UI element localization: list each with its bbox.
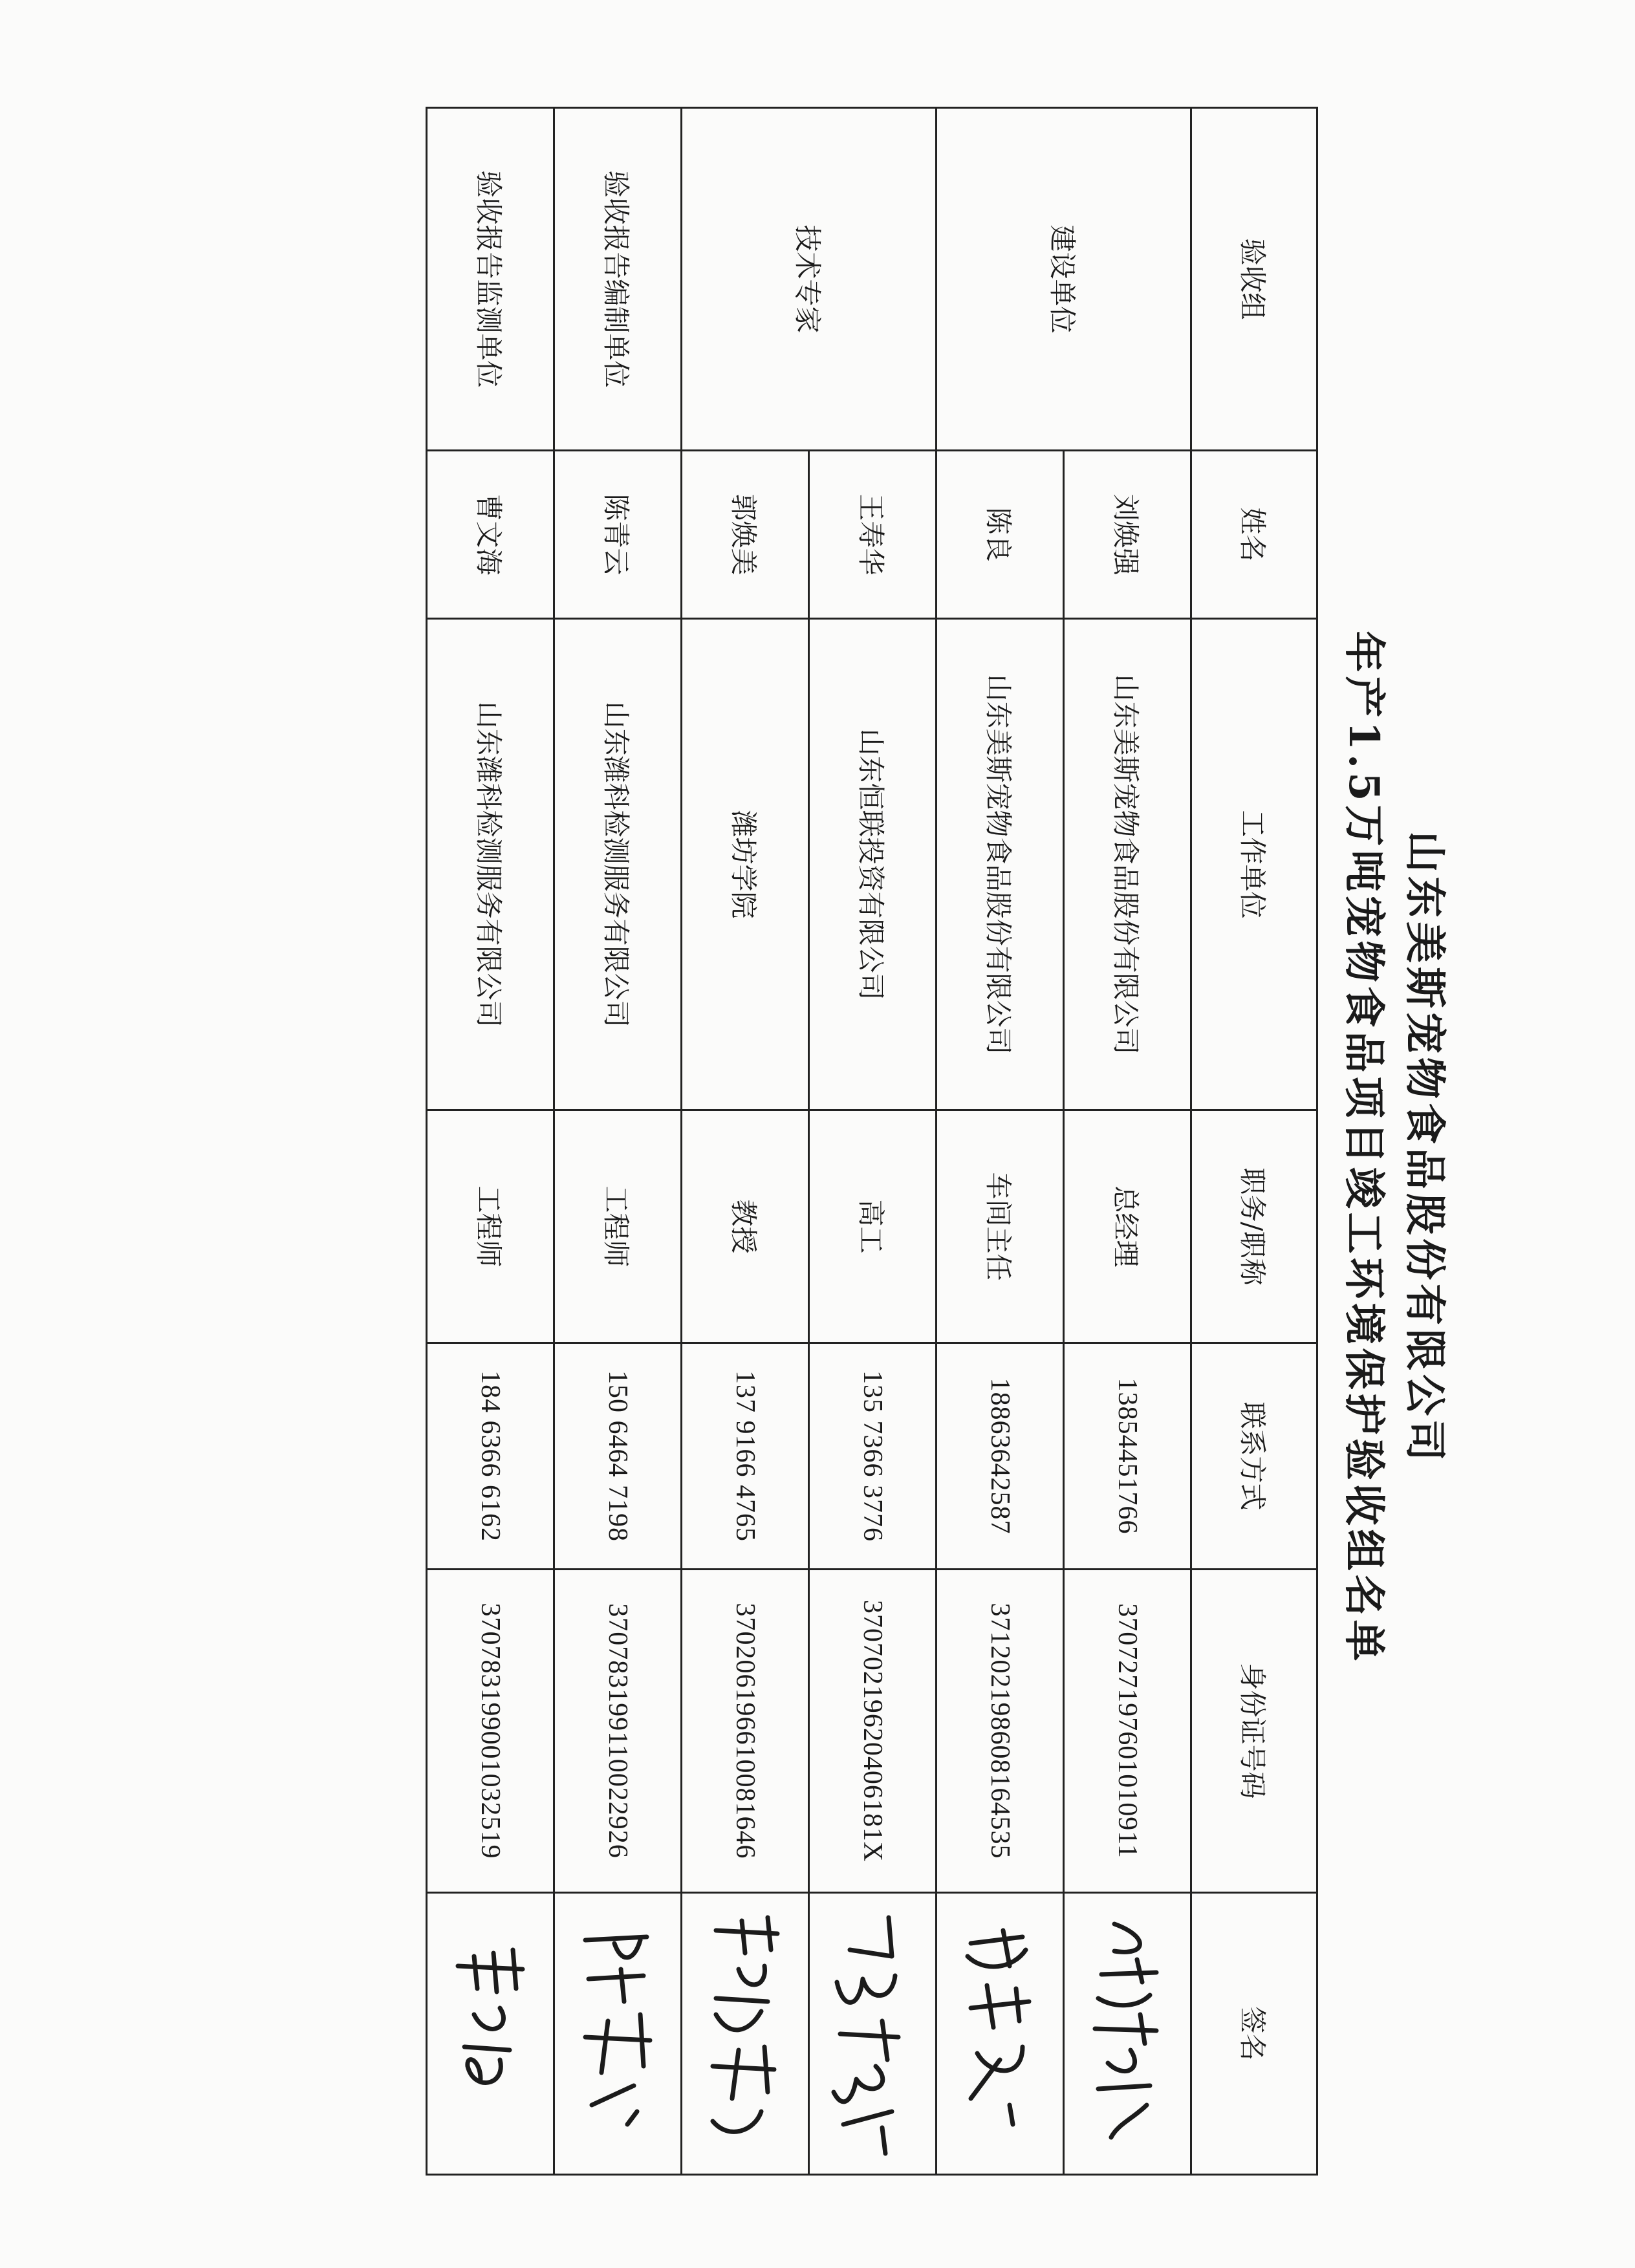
acceptance-team-table <box>426 107 1318 2176</box>
cell-unit: 山东美斯宠物食品股份有限公司 <box>937 619 1064 1110</box>
cell-phone: 13854451766 <box>1064 1343 1191 1570</box>
cell-name: 王寿华 <box>809 451 937 619</box>
cell-signature <box>554 1893 682 2175</box>
header-id-number: 身份证号码 <box>1191 1570 1317 1893</box>
cell-title: 工程师 <box>427 1110 554 1343</box>
cell-unit: 山东潍科检测服务有限公司 <box>427 619 554 1110</box>
signature-image <box>569 1917 666 2150</box>
header-unit: 工作单位 <box>1191 619 1317 1110</box>
table-row <box>427 108 554 2175</box>
cell-phone: 135 7366 3776 <box>809 1343 937 1570</box>
cell-title: 工程师 <box>554 1110 682 1343</box>
document-title-company: 山东美斯宠物食品股份有限公司 <box>1400 831 1449 1465</box>
cell-signature <box>809 1893 937 2175</box>
table-row <box>809 108 937 2175</box>
cell-signature <box>682 1893 809 2175</box>
header-group: 验收组 <box>1191 108 1317 451</box>
signature-image <box>824 1905 921 2163</box>
cell-title: 车间主任 <box>937 1110 1064 1343</box>
table-row <box>554 108 682 2175</box>
cell-unit: 山东恒联投资有限公司 <box>809 619 937 1110</box>
cell-name: 陈良 <box>937 451 1064 619</box>
cell-phone: 184 6366 6162 <box>427 1343 554 1570</box>
signature-image <box>1079 1911 1176 2157</box>
signature-image <box>697 1905 794 2163</box>
signature-image <box>442 1930 539 2137</box>
cell-unit: 山东美斯宠物食品股份有限公司 <box>1064 619 1191 1110</box>
cell-name: 陈青云 <box>554 451 682 619</box>
header-title: 职务/职称 <box>1191 1110 1317 1343</box>
signature-image <box>951 1911 1048 2157</box>
cell-signature <box>1064 1893 1191 2175</box>
header-phone: 联系方式 <box>1191 1343 1317 1570</box>
group-report-preparer: 验收报告编制单位 <box>554 108 682 451</box>
cell-title: 总经理 <box>1064 1110 1191 1343</box>
header-signature: 签名 <box>1191 1893 1317 2175</box>
cell-id-number: 370206196610081646 <box>682 1570 809 1893</box>
cell-phone: 137 9166 4765 <box>682 1343 809 1570</box>
group-technical-experts: 技术专家 <box>682 108 937 451</box>
cell-title: 教授 <box>682 1110 809 1343</box>
cell-id-number: 370783199001032519 <box>427 1570 554 1893</box>
cell-id-number: 37070219620406181X <box>809 1570 937 1893</box>
cell-phone: 150 6464 7198 <box>554 1343 682 1570</box>
cell-name: 刘焕强 <box>1064 451 1191 619</box>
group-report-monitor: 验收报告监测单位 <box>427 108 554 451</box>
header-name: 姓名 <box>1191 451 1317 619</box>
cell-unit: 潍坊学院 <box>682 619 809 1110</box>
cell-signature <box>937 1893 1064 2175</box>
table-header-row <box>1191 108 1317 2175</box>
document-sheet <box>406 107 1467 2189</box>
cell-name: 曹文海 <box>427 451 554 619</box>
cell-id-number: 370727197601010911 <box>1064 1570 1191 1893</box>
table-row <box>1064 108 1191 2175</box>
cell-phone: 18863642587 <box>937 1343 1064 1570</box>
document-title: 年产1.5万吨宠物食品项目竣工环境保护验收组名单 <box>1339 631 1388 1665</box>
cell-unit: 山东潍科检测服务有限公司 <box>554 619 682 1110</box>
cell-id-number: 371202198608164535 <box>937 1570 1064 1893</box>
cell-id-number: 370783199110022926 <box>554 1570 682 1893</box>
cell-title: 高工 <box>809 1110 937 1343</box>
cell-name: 郭焕美 <box>682 451 809 619</box>
cell-signature <box>427 1893 554 2175</box>
group-construction-unit: 建设单位 <box>937 108 1191 451</box>
